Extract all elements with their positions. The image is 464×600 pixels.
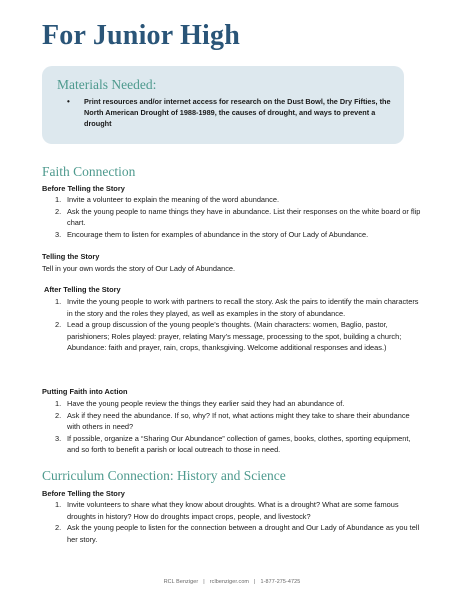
- before-telling-steps: [42, 194, 422, 240]
- step-text: Invite the young people to work with partners to recall the story. Ask the pairs to identify the main characters in the story and the roles they played, as well as examples in the story of abundance.: [67, 297, 419, 318]
- step-text: Have the young people review the things they earlier said they had an abundance of.: [67, 399, 345, 408]
- list-item: [42, 433, 422, 456]
- faith-action-steps: [42, 398, 422, 456]
- step-text: Ask if they need the abundance. If so, why? If not, what actions might they take to share their abundance with others in need?: [67, 410, 410, 431]
- step-number: 3.: [55, 433, 62, 443]
- list-item: [42, 398, 422, 410]
- list-item: [42, 194, 422, 206]
- list-item: [42, 522, 422, 545]
- footer-separator: |: [254, 579, 256, 585]
- list-item: [42, 319, 422, 354]
- footer-phone: 1-877-275-4725: [260, 579, 301, 585]
- faith-action-heading: Putting Faith into Action: [42, 387, 128, 396]
- footer-separator: |: [203, 579, 205, 585]
- faith-connection-heading: Faith Connection: [42, 164, 136, 179]
- step-text: Invite volunteers to share what they know about droughts. What is a drought? What are some famous droughts in history? How do droughts impact crops, people, and livestock?: [67, 500, 399, 521]
- materials-title: Materials Needed:: [57, 77, 157, 92]
- step-text: Invite a volunteer to explain the meaning of the word abundance.: [67, 195, 280, 204]
- list-item: [42, 499, 422, 522]
- list-item: [42, 206, 422, 229]
- step-number: 1.: [55, 500, 62, 509]
- step-number: 2.: [55, 523, 62, 532]
- step-text: If possible, organize a “Sharing Our Abundance” collection of games, books, clothes, sporting equipment, and so forth to benefit a parish or local outreach to those in need.: [67, 433, 411, 454]
- curriculum-connection-heading: Curriculum Connection: History and Science: [42, 468, 286, 483]
- step-text: Ask the young people to listen for the connection between a drought and Our Lady of Abundance as you tell her story.: [67, 523, 420, 544]
- step-number: 2.: [55, 206, 62, 216]
- page-footer: [0, 579, 464, 585]
- step-number: 2.: [55, 320, 62, 329]
- step-number: 2.: [55, 410, 62, 420]
- list-item: [42, 410, 422, 433]
- footer-website-link[interactable]: rclbenziger.com: [209, 579, 250, 585]
- materials-box: [42, 66, 404, 144]
- step-number: 1.: [55, 195, 62, 204]
- step-number: 1.: [55, 297, 62, 306]
- list-item: [42, 296, 422, 319]
- step-text: Lead a group discussion of the young people’s thoughts. (Main characters: women, Baglio, pastor, parishioners; Roles played: prayer, relating Mary’s message, processing to the spot, building a church; Abundance: faith and prayer, rain, crops, thanksgiving. Welcome additional responses and ideas.): [67, 320, 402, 352]
- after-telling-heading: After Telling the Story: [44, 285, 121, 294]
- before-telling-heading: Before Telling the Story: [42, 184, 125, 193]
- curriculum-before-steps: [42, 499, 422, 545]
- list-item: [42, 229, 422, 241]
- step-text: Ask the young people to name things they have in abundance. List their responses on the white board or flip chart.: [67, 206, 421, 227]
- page-title: For Junior High: [42, 20, 241, 51]
- step-number: 3.: [55, 229, 62, 239]
- footer-brand: RCL Benziger: [163, 579, 199, 585]
- step-text: Encourage them to listen for examples of abundance in the story of Our Lady of Abundance.: [67, 229, 369, 239]
- curriculum-before-heading: Before Telling the Story: [42, 489, 125, 498]
- telling-story-text: Tell in your own words the story of Our Lady of Abundance.: [42, 264, 236, 273]
- telling-story-heading: Telling the Story: [42, 252, 100, 261]
- step-number: 1.: [55, 399, 62, 408]
- materials-item: • Print resources and/or internet access for research on the Dust Bowl, the Dry Fifties, the North American Drought of 1988-1989, the causes of drought, and ways to prevent a drought: [64, 96, 396, 130]
- after-telling-steps: [42, 296, 422, 354]
- materials-list: [64, 96, 396, 130]
